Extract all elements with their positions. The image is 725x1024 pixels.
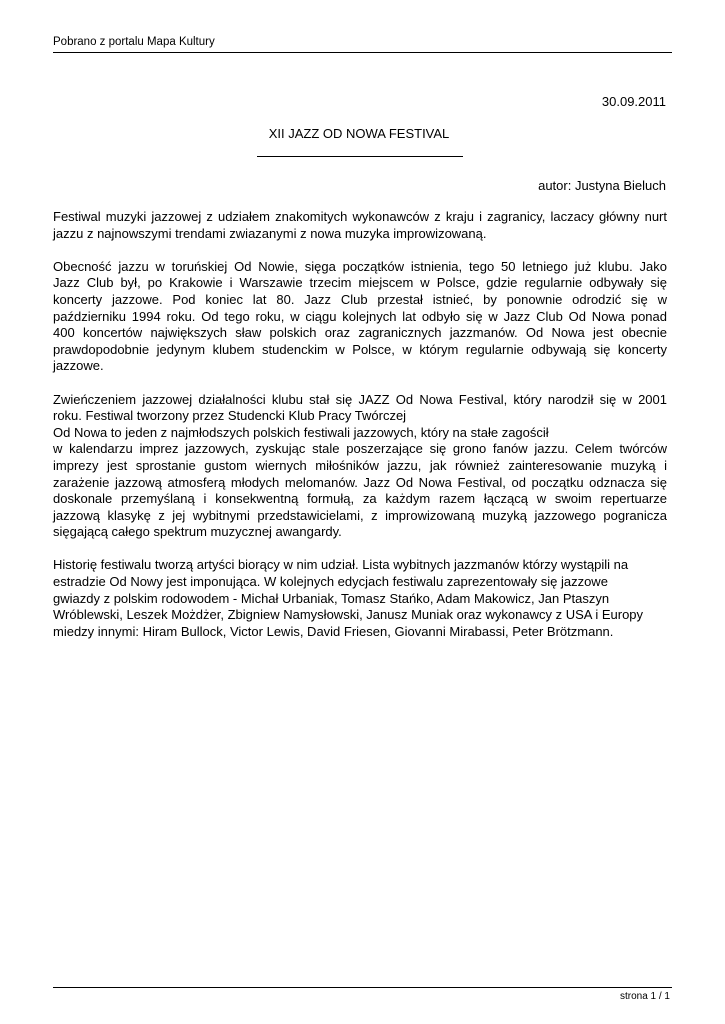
paragraph-line: gwiazdy z polskim rodowodem - Michał Urbaniak, Tomasz Stańko, Adam Makowicz, Jan Ptaszyn [53, 590, 610, 606]
paragraph-4 [53, 557, 667, 640]
paragraph-line: Od Nowa to jeden z najmłodszych polskich festiwali jazzowych, który na stałe zagościł [53, 424, 549, 440]
paragraph-line: 400 koncertów największych sław polskich oraz zagranicznych jazzmanów. Od Nowa jest obecnie [53, 325, 667, 341]
paragraph-line: Festiwal muzyki jazzowej z udziałem znakomitych wykonawców z kraju i zagranicy, laczacy główny nurt [53, 209, 667, 224]
paragraph-line: Historię festiwalu tworzą artyści biorący w nim udział. Lista wybitnych jazzmanów którzy wystąpili na [53, 557, 629, 573]
footer-divider [53, 987, 672, 988]
paragraph-line: miedzy innymi: Hiram Bullock, Victor Lewis, David Friesen, Giovanni Mirabassi, Peter Brötzmann. [53, 623, 614, 639]
paragraph-line: koncerty jazzowe. Pod koniec lat 80. Jazz Club przestał istnieć, by ponownie odrodzić się w [53, 291, 667, 307]
paragraph-line: Wróblewski, Leszek Możdżer, Zbigniew Namysłowski, Janusz Muniak oraz wykonawcy z USA i Europy [53, 607, 644, 623]
paragraph-line: październiku 1994 roku. Od tego roku, w ciągu kolejnych lat odbyło się w Jazz Club Od Nowa ponad [53, 308, 667, 324]
paragraph-line: roku. Festiwal tworzony przez Studencki Klub Pracy Twórczej [53, 408, 407, 424]
paragraph-line: imprezy jest sprostanie gustom wiernych miłośników jazzu, jak również zainteresowanie muzyką i [53, 457, 667, 473]
article-body [53, 209, 667, 657]
page-header-source: Pobrano z portalu Mapa Kultury [53, 36, 215, 48]
article-title: XII JAZZ OD NOWA FESTIVAL [268, 126, 450, 141]
paragraph-line: prawdopodobnie jedynym klubem studenckim w Polsce, w którym regularnie odbywają się koncerty [53, 341, 667, 357]
paragraph-line: doskonale przemyślaną i konsekwentną formułą, za każdym razem łączącą w swoim repertuarze [53, 491, 667, 507]
paragraph-line: Zwieńczeniem jazzowej działalności klubu stał się JAZZ Od Nowa Festival, który narodził się w 2001 [53, 391, 667, 407]
article-date: 30.09.2011 [601, 94, 666, 109]
paragraph-line: sięgającą całego spektrum muzycznej awangardy. [53, 524, 342, 540]
paragraph-line: jazzowe. [53, 358, 104, 374]
paragraph-line: jazzową klasykę z jej wybitnymi przedstawicielami, z improwizowaną muzyką jazzowego pogranicza [53, 507, 667, 523]
paragraph-line: estradzie Od Nowy jest imponująca. W kolejnych edycjach festiwalu zaprezentowały się jazzowe [53, 574, 608, 590]
paragraph-3 [53, 392, 667, 541]
title-underline [257, 156, 463, 157]
paragraph-line: Jazz Club był, po Krakowie i Warszawie trzecim miejscem w Polsce, gdzie regularnie odbywały się [53, 275, 667, 291]
header-divider [53, 52, 672, 53]
paragraph-2 [53, 259, 667, 375]
paragraph-line: w kalendarzu imprez jazzowych, zyskując stale poszerzające się grono fanów jazzu. Celem twórców [53, 441, 667, 457]
article-author: autor: Justyna Bieluch [538, 178, 666, 193]
paragraph-line: jazzu z najnowszymi trendami zwiazanymi z nowa muzyka improwizowaną. [53, 225, 487, 241]
paragraph-line: Obecność jazzu w toruńskiej Od Nowie, sięga początków istnienia, tego 50 letniego już klubu. Jako [53, 258, 667, 274]
paragraph-1 [53, 209, 667, 242]
page-number: strona 1 / 1 [619, 991, 670, 1002]
paragraph-line: zarażenie jazzową atmosferą młodych melomanów. Jazz Od Nowa Festival, od początku odznacza się [53, 474, 667, 490]
